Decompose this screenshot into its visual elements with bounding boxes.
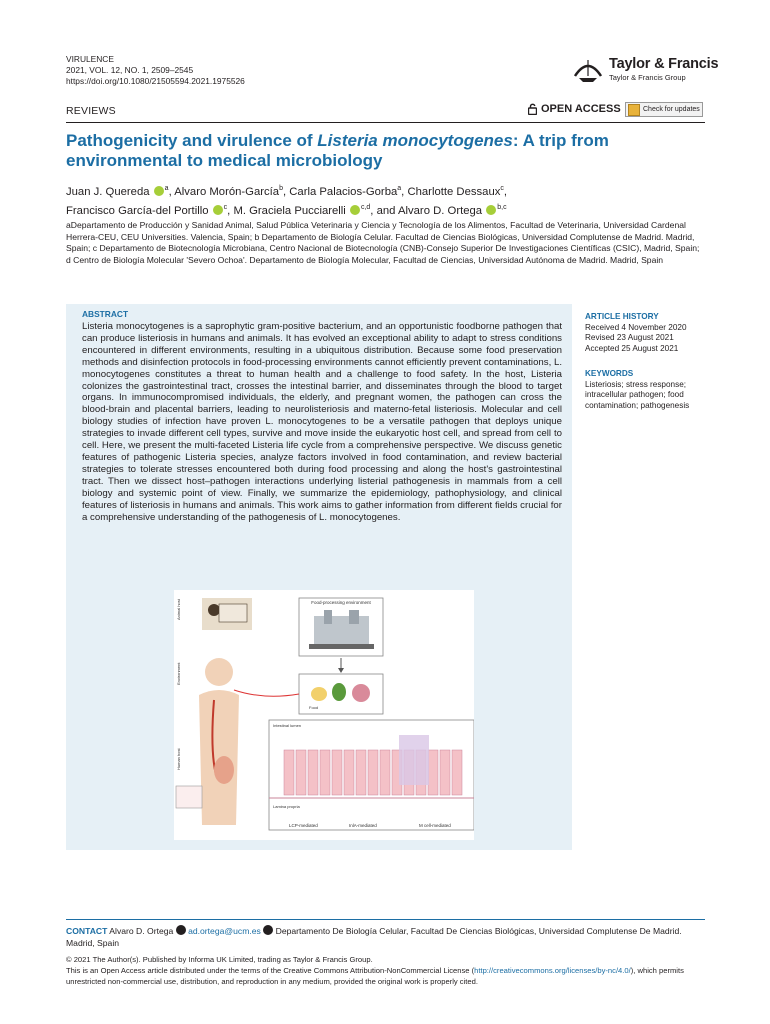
email-icon — [176, 925, 186, 935]
keywords-block — [585, 369, 710, 411]
author-4[interactable]: Charlotte Dessaux — [407, 185, 501, 198]
history-accepted: Accepted 25 August 2021 — [585, 343, 679, 353]
contact-address: Departamento De Biología Celular, Facultad De Ciencias Biológicas, Universidad Complutense De Madrid. Madrid, Spain — [66, 926, 682, 948]
article-title — [66, 131, 686, 171]
crossmark-icon — [628, 104, 640, 116]
contact-block — [66, 925, 706, 949]
history-heading: ARTICLE HISTORY — [585, 312, 659, 321]
lcp-label: LCP-mediated — [289, 823, 318, 828]
keywords-text: Listeriosis; stress response; intracellular pathogen; food contamination; pathogenesis — [585, 379, 690, 410]
title-part-1: Pathogenicity and virulence of — [66, 131, 318, 150]
open-access-badge — [528, 103, 621, 115]
author-5-affil: c — [223, 203, 228, 211]
author-2[interactable]: Alvaro Morón-García — [174, 185, 280, 198]
title-species: Listeria monocytogenes — [317, 131, 513, 150]
journal-issue: 2021, VOL. 12, NO. 1, 2509–2545 — [66, 65, 194, 75]
lamina-label: Lamina propria — [273, 804, 300, 809]
abstract-heading: ABSTRACT — [82, 309, 129, 319]
contact-email[interactable]: ad.ortega@ucm.es — [188, 926, 261, 936]
orcid-icon[interactable] — [213, 205, 223, 215]
affiliations: aDepartamento de Producción y Sanidad Animal, Salud Pública Veterinaria y Ciencia y Tecnología de los Alimentos, Facultad de Veterinaria, Universidad Cardenal Herrera-CEU, CEU Universities. Valencia, Spain; b Departamento de Biología Celular. Facultad de Ciencias Biológicas, Universidad Complutense de Madrid. Madrid, Spain; c Departamento de Biotecnología Microbiana, Centro Nacional de Biotecnología (CNB)-Consejo Superior De Investigaciones Científicas (CSIC), Madrid, Spain; d Centro de Biología Molecular 'Severo Ochoa'. Departamento de Biología Molecular, Facultad de Ciencias, Universidad Autónoma de Madrid. Madrid, Spain — [66, 220, 700, 266]
contact-name: Alvaro D. Ortega — [109, 926, 174, 936]
abstract-text: Listeria monocytogenes is a saprophytic gram-positive bacterium, and an opportunistic foodborne pathogen that can produce listeriosis in humans and animals. It has evolved an exceptional ability to adapt to stress conditions encountered in different environments, resulting in a ubiquitous distribution. Because some food preservation methods and disinfection protocols in food-processing environments cannot efficiently prevent contaminations, L. monocytogenes constitutes a threat to human health and a challenge to food safety. In the host, Listeria colonizes the gastrointestinal tract, crosses the intestinal barrier, and disseminates through the blood to target organs. In immunocompromised individuals, the elderly, and pregnant women, the pathogen can cross the blood-brain and placental barriers, leading to neurolisteriosis and materno-fetal listeriosis. Molecular and cell biology studies of infection have proven L. monocytogenes to be a versatile pathogen that deploys unique strategies to invade different cell types, survive and move inside the eukaryotic host cell, and spread from cell to cell. Here, we present the multi-faceted Listeria life cycle from a comprehensive perspective. We discuss genetic features of pathogenic Listeria species, analyze factors involved in food contamination, and review bacterial strategies to tolerate stresses encountered both during food processing and along the host's gastrointestinal tract. Then we dissect host–pathogen interactions underlying listerial pathogenesis in mammals from a cell biology and systemic point of view. Finally, we summarize the epidemiology, pathophysiology, and clinical features of listeriosis in humans and animals. This work aims to gather information from different fields crucial for a comprehensive understanding of the pathogenesis of L. monocytogenes. — [82, 321, 562, 523]
orcid-icon[interactable] — [350, 205, 360, 215]
author-2-affil: b — [279, 185, 283, 192]
footer-rule — [66, 919, 705, 920]
animal-host-label: Animal host — [176, 599, 181, 620]
article-history — [585, 312, 687, 354]
mcell-label: M cell-mediated — [419, 823, 451, 828]
orcid-icon[interactable] — [486, 205, 496, 215]
license-text: This is an Open Access article distributed under the terms of the Creative Commons Attribution-NonCommercial License (http://creativecommons.org/licenses/by-nc/4.0/), which permits unrestricted non-commercial use, distribution, and reproduction in any medium, provided the original work is properly cited. — [66, 966, 684, 986]
publisher-group: Taylor & Francis Group — [609, 73, 686, 82]
section-label: REVIEWS — [66, 105, 116, 117]
check-for-updates-label: Check for updates — [643, 106, 700, 113]
author-6-affil: c,d — [360, 203, 371, 211]
author-6[interactable]: M. Graciela Pucciarelli — [233, 204, 346, 217]
environment-label: Environment — [176, 662, 181, 685]
vegetable-shape — [332, 683, 346, 701]
publisher-name: Taylor & Francis — [609, 56, 719, 72]
author-1-affil: a — [164, 185, 169, 192]
factory-shape — [314, 616, 369, 646]
title-part-2: : A trip from environmental to medical microbiology — [66, 131, 609, 170]
author-7-affil: b,c — [497, 203, 507, 211]
author-3[interactable]: Carla Palacios-Gorba — [289, 185, 398, 198]
history-revised: Revised 23 August 2021 — [585, 333, 674, 343]
meat-shape — [352, 684, 370, 702]
copyright: © 2021 The Author(s). Published by Informa UK Limited, trading as Taylor & Francis Group. — [66, 955, 373, 964]
human-host-label: Human host — [176, 748, 181, 770]
keywords-heading: KEYWORDS — [585, 369, 634, 378]
inla-label: InlA-mediated — [349, 823, 377, 828]
author-5[interactable]: Francisco García-del Portillo — [66, 204, 209, 217]
food-label: Food — [309, 705, 319, 710]
placenta-inset — [176, 786, 202, 808]
license-link[interactable]: http://creativecommons.org/licenses/by-nc/4.0/ — [474, 966, 631, 975]
check-for-updates-button[interactable] — [625, 102, 703, 117]
history-received: Received 4 November 2020 — [585, 322, 687, 332]
journal-name: VIRULENCE — [66, 54, 114, 64]
author-3-affil: a — [397, 185, 402, 192]
human-head — [205, 658, 233, 686]
orcid-icon[interactable] — [154, 186, 164, 196]
publisher-lamp-icon — [571, 54, 605, 84]
cheese-shape — [311, 687, 327, 701]
author-list: Juan J. Quereda $^a$, Alvaro Morón-García$^b$, Carla Palacios-Gorba$^a$, Charlotte Dessaux$^c$, Francisco García-del Portillo $^c$, M. Graciela Pucciarelli $^{c,d}$, and Alvaro D. Ortega $^{b,c}$ — [66, 185, 508, 217]
journal-info — [66, 54, 245, 87]
author-7[interactable]: Alvaro D. Ortega — [397, 204, 483, 217]
header-rule — [66, 122, 705, 123]
license-footer — [66, 954, 706, 987]
author-1[interactable]: Juan J. Quereda — [66, 185, 150, 198]
open-access-label: OPEN ACCESS — [541, 103, 621, 115]
open-lock-icon — [528, 103, 537, 115]
journal-doi[interactable]: https://doi.org/10.1080/21505594.2021.1975526 — [66, 76, 245, 86]
human-body — [199, 690, 239, 825]
author-4-affil: c — [500, 185, 504, 192]
publisher-logo — [571, 54, 719, 86]
and-separator: , and — [370, 204, 398, 217]
lumen-label: Intestinal lumen — [273, 723, 302, 728]
address-icon — [263, 925, 273, 935]
food-env-label: Food-processing environment — [311, 600, 371, 605]
contact-label: CONTACT — [66, 926, 108, 936]
graphical-abstract-figure — [174, 590, 474, 840]
